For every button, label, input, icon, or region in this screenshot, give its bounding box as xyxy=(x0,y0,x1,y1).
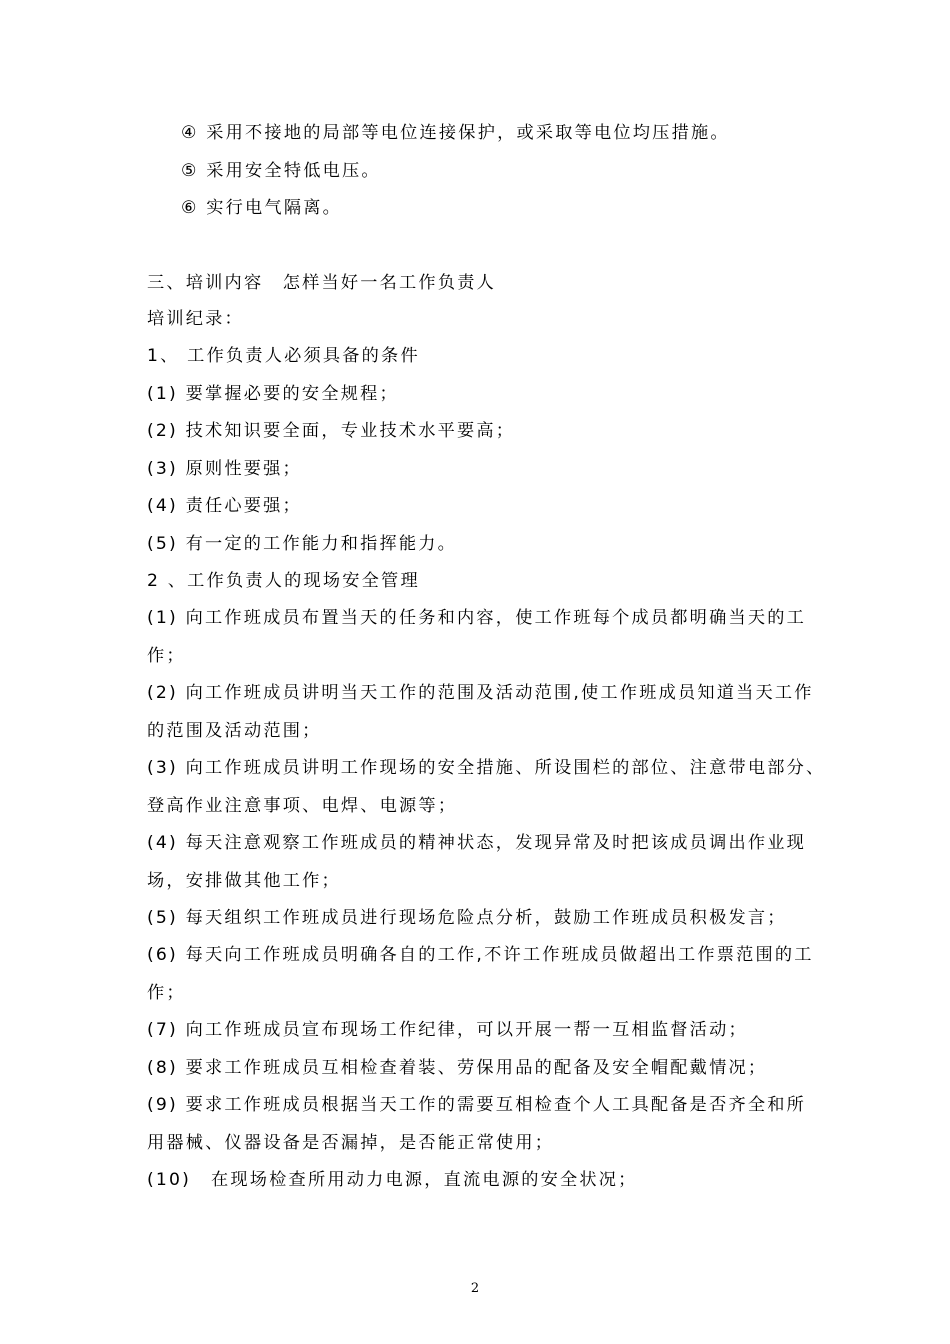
list-item-text: 在现场检查所用动力电源，直流电源的安全状况； xyxy=(211,1170,638,1190)
page-number: 2 xyxy=(470,1281,480,1296)
subsection-heading: 2 、工作负责人的现场安全管理 xyxy=(147,571,420,591)
list-item: (1) 要掌握必要的安全规程； xyxy=(147,384,399,404)
list-item: (9) 要求工作班成员根据当天工作的需要互相检查个人工具配备是否齐全和所 xyxy=(147,1095,807,1115)
list-item-continued: 作； xyxy=(147,646,186,666)
section-heading: 三、培训内容 怎样当好一名工作负责人 xyxy=(147,273,496,293)
list-item: (5) 每天组织工作班成员进行现场危险点分析，鼓励工作班成员积极发言； xyxy=(147,908,787,928)
list-item xyxy=(147,1169,638,1191)
list-item: (2) 技术知识要全面，专业技术水平要高； xyxy=(147,421,516,441)
list-item: (2) 向工作班成员讲明当天工作的范围及活动范围,使工作班成员知道当天工作 xyxy=(147,683,814,703)
text-line: 培训纪录： xyxy=(147,309,244,329)
list-item-continued: 场，安排做其他工作； xyxy=(147,871,341,891)
list-item: (7) 向工作班成员宣布现场工作纪律，可以开展一帮一互相监督活动； xyxy=(147,1020,748,1040)
list-item: (6) 每天向工作班成员明确各自的工作,不许工作班成员做超出工作票范围的工 xyxy=(147,945,814,965)
list-item: (4) 责任心要强； xyxy=(147,496,302,516)
list-item-continued: 的范围及活动范围； xyxy=(147,721,322,741)
text-line: ⑥ 实行电气隔离。 xyxy=(181,198,342,218)
list-item: (1) 向工作班成员布置当天的任务和内容，使工作班每个成员都明确当天的工 xyxy=(147,608,807,628)
list-item-continued: 登高作业注意事项、电焊、电源等； xyxy=(147,796,458,816)
list-item: (4) 每天注意观察工作班成员的精神状态，发现异常及时把该成员调出作业现 xyxy=(147,833,807,853)
list-item: (5) 有一定的工作能力和指挥能力。 xyxy=(147,534,458,554)
subsection-heading: 1、 工作负责人必须具备的条件 xyxy=(147,346,420,366)
text-line: ④ 采用不接地的局部等电位连接保护，或采取等电位均压措施。 xyxy=(181,123,730,143)
list-item-continued: 作； xyxy=(147,983,186,1003)
text-line: ⑤ 采用安全特低电压。 xyxy=(181,161,381,181)
list-item: (3) 向工作班成员讲明工作现场的安全措施、所设围栏的部位、注意带电部分、 xyxy=(147,758,826,778)
list-item: (8) 要求工作班成员互相检查着装、劳保用品的配备及安全帽配戴情况； xyxy=(147,1058,768,1078)
list-item-continued: 用器械、仪器设备是否漏掉，是否能正常使用； xyxy=(147,1133,555,1153)
list-item-number: (10) xyxy=(147,1170,192,1190)
list-item: (3) 原则性要强； xyxy=(147,459,302,479)
